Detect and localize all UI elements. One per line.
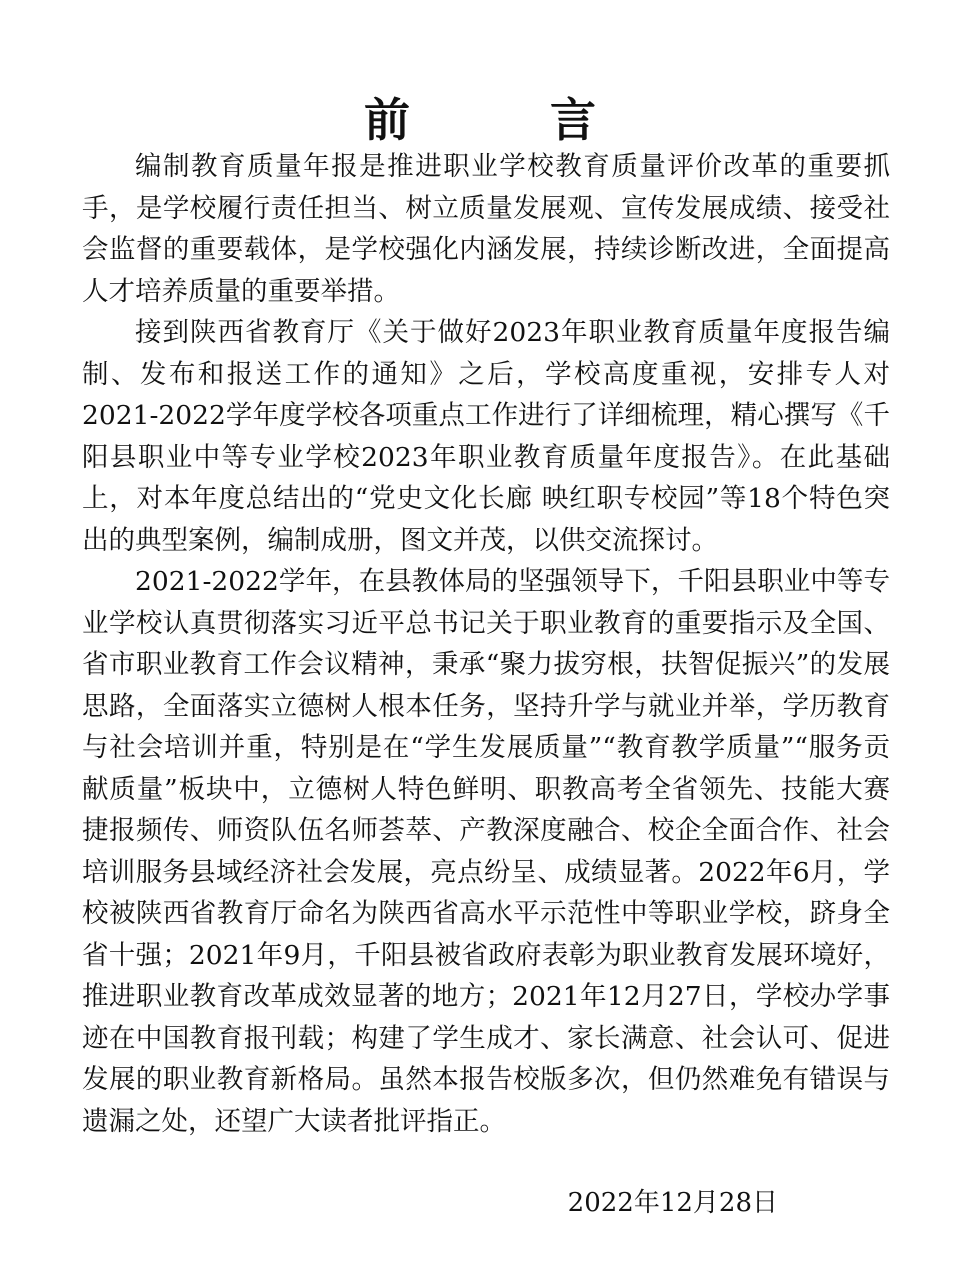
paragraph-2: 接到陕西省教育厅《关于做好2023年职业教育质量年度报告编制、发布和报送工作的通知》之后，学校高度重视，安排专人对2021-2022学年度学校各项重点工作进行了详细梳理，精心撰写《千阳县职业中等专业学校2023年职业教育质量年度报告》。在此基础上，对本年度总结出的“党史文化长廊 映红职专校园”等18个特色突出的典型案例，编制成册，图文并茂，以供交流探讨。 [82,317,890,556]
document-date: 2022年12月28日 [567,1188,778,1218]
paragraph-3: 2021-2022学年，在县教体局的坚强领导下，千阳县职业中等专业学校认真贯彻落实习近平总书记关于职业教育的重要指示及全国、省市职业教育工作会议精神，秉承“聚力拔穷根，扶智促振兴”的发展思路，全面落实立德树人根本任务，坚持升学与就业并举，学历教育与社会培训并重，特别是在“学生发展质量”“教育教学质量”“服务贡献质量”板块中，立德树人特色鲜明、职教高考全省领先、技能大赛捷报频传、师资队伍名师荟萃、产教深度融合、校企全面合作、社会培训服务县域经济社会发展，亮点纷呈、成绩显著。2022年6月，学校被陕西省教育厅命名为陕西省高水平示范性中等职业学校，跻身全省十强；2021年9月，千阳县被省政府表彰为职业教育发展环境好，推进职业教育改革成效显著的地方；2021年12月27日，学校办学事迹在中国教育报刊载；构建了学生成才、家长满意、社会认可、促进发展的职业教育新格局。虽然本报告校版多次，但仍然难免有错误与遗漏之处，还望广大读者批评指正。 [82,566,890,1137]
preface-body [82,146,890,1142]
paragraph-1: 编制教育质量年报是推进职业学校教育质量评价改革的重要抓手，是学校履行责任担当、树立质量发展观、宣传发展成绩、接受社会监督的重要载体，是学校强化内涵发展，持续诊断改进，全面提高人才培养质量的重要举措。 [82,151,890,307]
page-title: 前 言 [363,92,658,147]
